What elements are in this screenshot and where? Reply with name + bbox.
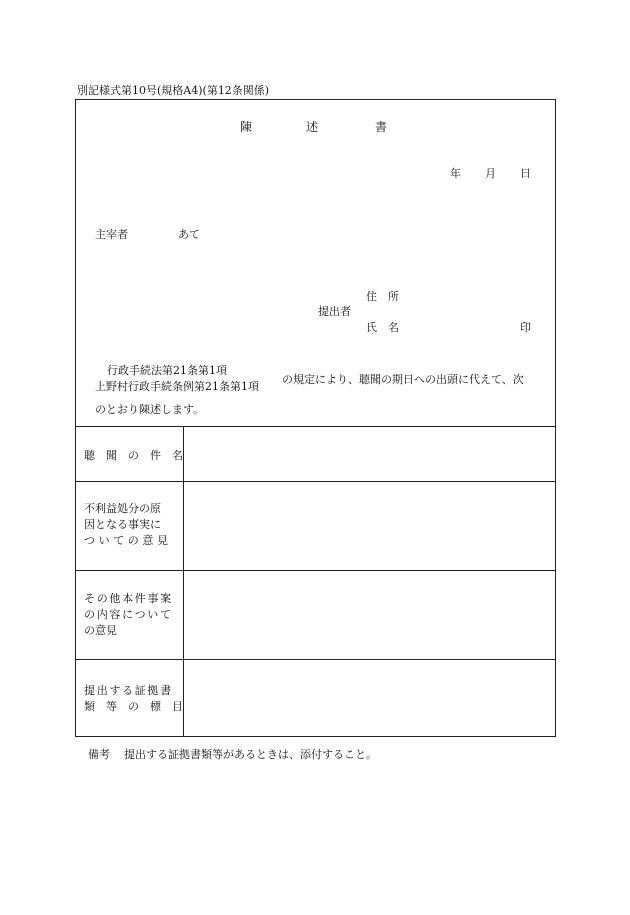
label-column-divider bbox=[183, 426, 184, 737]
name-label: 氏 名 bbox=[366, 321, 399, 334]
note-text: 提出する証拠書類等があるときは、添付すること。 bbox=[124, 748, 377, 761]
divider-line bbox=[75, 481, 556, 482]
note-label: 備考 bbox=[88, 748, 110, 761]
form-caption: 別記様式第10号(規格A4)(第12条関係) bbox=[77, 84, 270, 97]
divider-line bbox=[75, 659, 556, 660]
law-reference-1: 行政手続法第21条第1項 bbox=[107, 364, 227, 377]
other-matters-opinion-field[interactable] bbox=[185, 572, 554, 658]
row-label-adverse-facts-opinion: 不利益処分の原 因となる事実に ついての意見 bbox=[84, 502, 172, 547]
addressee-label: 主宰者 bbox=[95, 228, 128, 241]
title-char-2: 述 bbox=[306, 120, 319, 134]
statement-continuation: の規定により、聴聞の期日への出頭に代えて、次 bbox=[282, 373, 524, 386]
submitter-label: 提出者 bbox=[318, 305, 351, 318]
row-label-evidence-list: 提出する証拠書 類 等 の 標 目 bbox=[84, 684, 183, 713]
date-year: 年 bbox=[450, 167, 461, 180]
hearing-subject-field[interactable] bbox=[185, 428, 554, 480]
divider-line bbox=[75, 426, 556, 427]
adverse-facts-opinion-field[interactable] bbox=[185, 483, 554, 569]
row-label-hearing-subject: 聴 聞 の 件 名 bbox=[84, 449, 183, 462]
address-label: 住 所 bbox=[366, 290, 399, 303]
addressee-suffix: あて bbox=[178, 228, 200, 241]
seal-mark: 印 bbox=[520, 321, 531, 334]
title-char-3: 書 bbox=[375, 120, 388, 134]
law-reference-2: 上野村行政手続条例第21条第1項 bbox=[95, 380, 259, 393]
title-char-1: 陳 bbox=[240, 120, 253, 134]
statement-ending: のとおり陳述します。 bbox=[95, 403, 205, 416]
row-label-other-matters-opinion: その他本件事案 の内容について の意見 bbox=[84, 592, 173, 637]
date-month: 月 bbox=[485, 167, 496, 180]
date-day: 日 bbox=[520, 167, 531, 180]
divider-line bbox=[75, 570, 556, 571]
evidence-list-field[interactable] bbox=[185, 661, 554, 735]
